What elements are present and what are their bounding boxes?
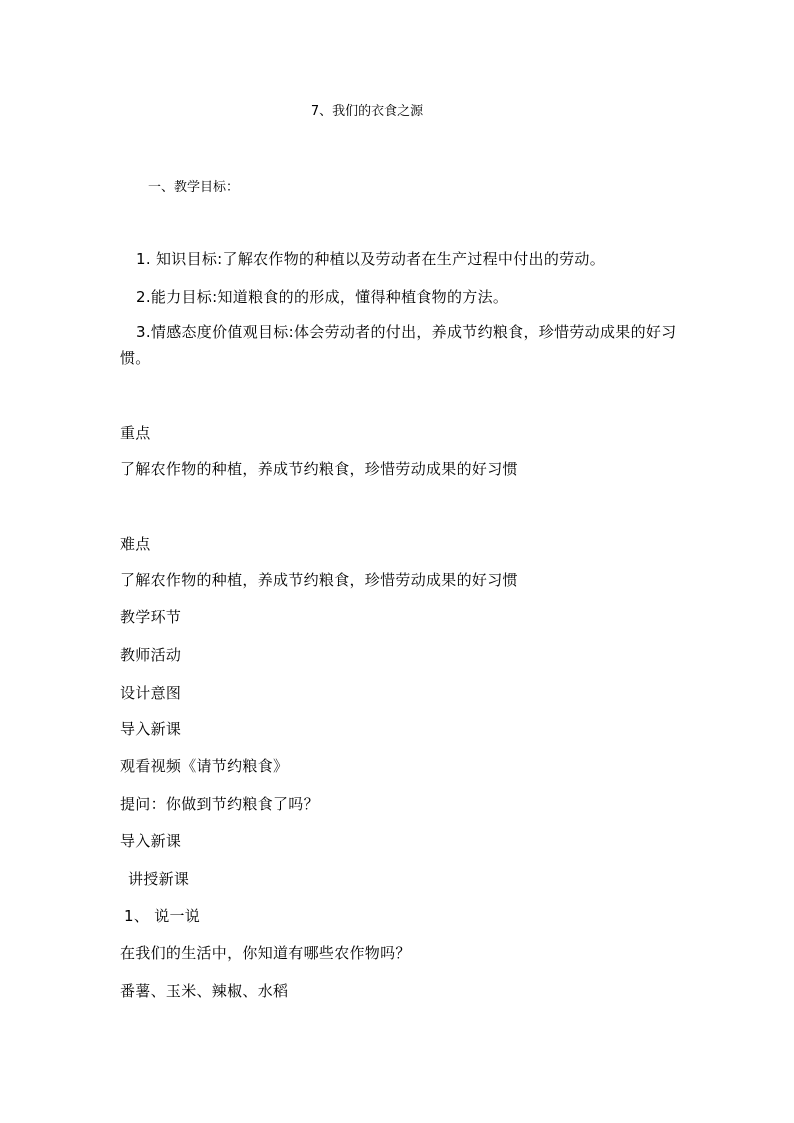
key-point-label: 重点 <box>120 424 151 442</box>
document-title: 7、我们的衣食之源 <box>310 104 424 119</box>
intro-new-lesson-2: 导入新课 <box>120 832 182 850</box>
difficulty-text: 了解农作物的种植，养成节约粮食，珍惜劳动成果的好习惯 <box>120 571 518 589</box>
crops-question: 在我们的生活中，你知道有哪些农作物吗？ <box>120 944 411 962</box>
difficulty-label: 难点 <box>120 535 151 553</box>
section-heading-objectives: 一、教学目标： <box>148 180 240 195</box>
teaching-step-label: 教学环节 <box>120 608 182 626</box>
objective-knowledge: 1. 知识目标:了解农作物的种植以及劳动者在生产过程中付出的劳动。 <box>136 250 606 268</box>
watch-video-line: 观看视频《请节约粮食》 <box>120 757 289 775</box>
crops-answer: 番薯、玉米、辣椒、水稻 <box>120 982 289 1000</box>
teach-new-lesson: 讲授新课 <box>128 870 190 888</box>
question-line: 提问：你做到节约粮食了吗？ <box>120 795 319 813</box>
objective-ability: 2.能力目标:知道粮食的的形成，懂得种植食物的方法。 <box>136 288 509 306</box>
objective-emotion: 3.情感态度价值观目标:体会劳动者的付出，养成节约粮食，珍惜劳动成果的好习惯。 <box>120 323 677 367</box>
design-intent-label: 设计意图 <box>120 684 182 702</box>
discussion-heading: 1、 说一说 <box>124 907 201 925</box>
teacher-activity-label: 教师活动 <box>120 646 182 664</box>
intro-new-lesson: 导入新课 <box>120 720 182 738</box>
key-point-text: 了解农作物的种植，养成节约粮食，珍惜劳动成果的好习惯 <box>120 460 518 478</box>
